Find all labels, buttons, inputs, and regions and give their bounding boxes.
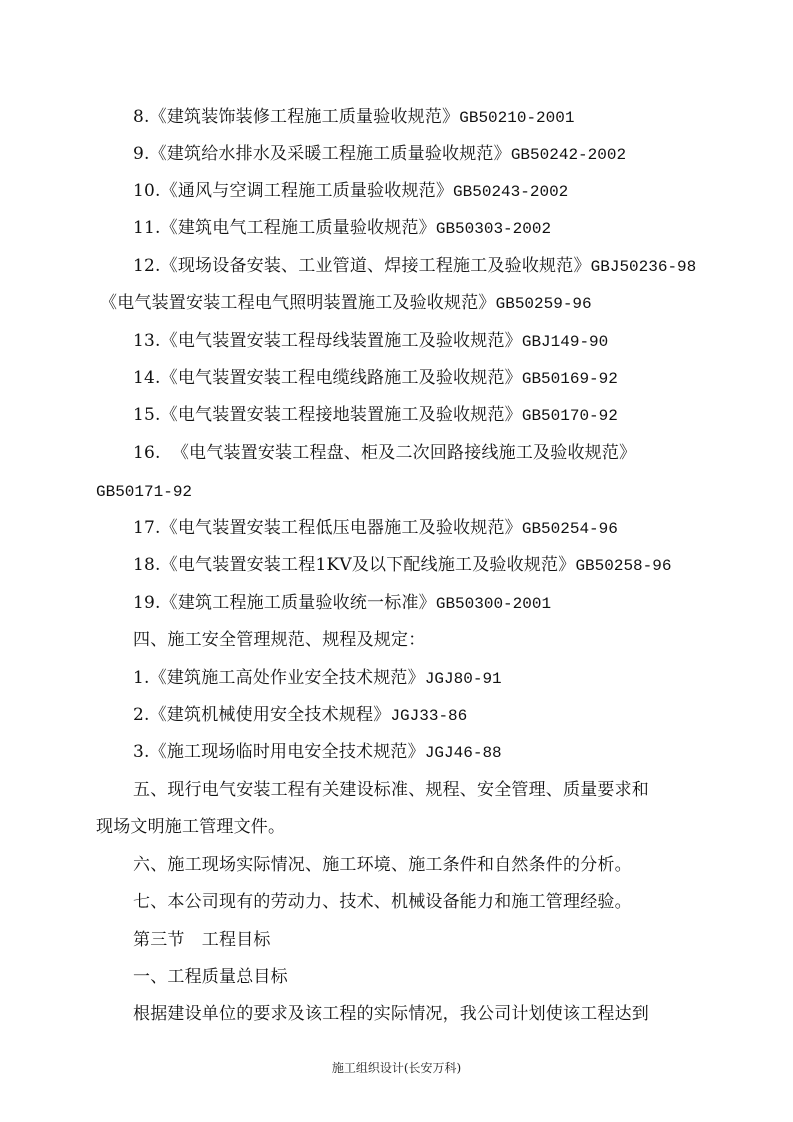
item-title: 《现场设备安装、工业管道、焊接工程施工及验收规范》 [160,256,591,276]
item-title: 《建筑电气工程施工质量验收规范》 [160,218,436,238]
item-code: GB50170-92 [521,407,618,425]
item-code: GB50210-2001 [459,109,575,127]
paragraph-seven [133,891,632,913]
item-number: 16. [133,443,161,463]
item-number: 18. [133,555,161,575]
safety-item-3 [133,741,502,764]
item-code: GB50259-96 [495,295,592,313]
item-number: 2. [133,705,150,725]
standard-item-16-code [96,480,192,503]
standard-item-12-continued [100,292,592,315]
item-title: 《建筑机械使用安全技术规程》 [149,705,391,725]
item-code: GB50171-92 [96,483,193,501]
paragraph-text: 现场文明施工管理文件。 [96,817,286,837]
item-number: 10. [133,181,161,201]
item-number: 12. [133,256,161,276]
standard-item-15 [133,404,618,427]
item-number: 1. [133,668,150,688]
item-code: JGJ80-91 [424,670,502,688]
item-number: 15. [133,405,161,425]
section-heading-safety [133,629,425,651]
item-number: 11. [133,218,161,238]
item-code: GB50300-2001 [435,595,552,613]
item-code: GBJ50236-98 [590,258,697,276]
item-title: 《通风与空调工程施工质量验收规范》 [160,181,454,201]
subheading-text: 一、工程质量总目标 [133,967,288,987]
paragraph-text: 六、施工现场实际情况、施工环境、施工条件和自然条件的分析。 [133,855,632,875]
item-number: 3. [133,742,150,762]
item-code: GB50254-96 [521,520,618,538]
item-title: 《建筑装饰装修工程施工质量验收规范》 [149,107,460,127]
standard-item-9 [133,143,626,166]
standard-item-13 [133,330,608,353]
paragraph-text: 根据建设单位的要求及该工程的实际情况，我公司计划使该工程达到 [133,1004,649,1024]
item-number: 19. [133,593,161,613]
standard-item-12 [133,255,696,278]
subheading-quality-goal [133,966,288,988]
standard-item-18 [133,554,671,577]
standard-item-8 [133,106,574,129]
item-code: JGJ33-86 [390,707,468,725]
item-title: 《电气装置安装工程低压电器施工及验收规范》 [160,518,522,538]
item-number: 13. [133,331,161,351]
item-code: GB50303-2002 [435,220,552,238]
item-title: 《电气装置安装工程盘、柜及二次回路接线施工及验收规范》 [171,443,637,463]
item-code: GB50243-2002 [453,183,569,201]
item-title: 《建筑给水排水及采暖工程施工质量验收规范》 [149,144,511,164]
item-title: 《电气装置安装工程接地装置施工及验收规范》 [160,405,522,425]
item-code: GB50258-96 [575,557,672,575]
item-title: 《建筑工程施工质量验收统一标准》 [160,593,436,613]
safety-item-2 [133,704,467,727]
item-number: 17. [133,518,161,538]
item-title: 《电气装置安装工程母线装置施工及验收规范》 [160,331,522,351]
paragraph-text: 五、现行电气安装工程有关建设标准、规程、安全管理、质量要求和 [133,780,649,800]
paragraph-quality-goal [133,1003,649,1025]
paragraph-five [133,779,649,801]
item-title: 《施工现场临时用电安全技术规范》 [149,742,425,762]
paragraph-five-continued [96,816,285,838]
safety-item-1 [133,667,502,690]
item-title: 《电气装置安装工程电缆线路施工及验收规范》 [160,368,522,388]
paragraph-six [133,854,632,876]
item-title: 《建筑施工高处作业安全技术规范》 [149,668,425,688]
item-code: GB50242-2002 [510,146,627,164]
section-title: 第三节 工程目标 [133,930,271,950]
item-title: 《电气装置安装工程电气照明装置施工及验收规范》 [100,293,496,313]
item-code: GBJ149-90 [521,333,609,351]
standard-item-11 [133,217,551,240]
page-footer: 施工组织设计(长安万科) [331,1061,462,1075]
item-number: 9. [133,144,150,164]
standard-item-19 [133,592,551,615]
section-title-engineering-goals [133,929,271,951]
heading-text: 四、施工安全管理规范、规程及规定： [133,630,426,650]
standard-item-17 [133,517,618,540]
item-number: 8. [133,107,150,127]
item-code: JGJ46-88 [424,744,502,762]
paragraph-text: 七、本公司现有的劳动力、技术、机械设备能力和施工管理经验。 [133,892,632,912]
standard-item-10 [133,180,568,203]
standard-item-16 [133,442,636,464]
item-number: 14. [133,368,161,388]
item-title: 《电气装置安装工程1KV及以下配线施工及验收规范》 [160,555,576,575]
item-code: GB50169-92 [521,370,618,388]
standard-item-14 [133,367,618,390]
